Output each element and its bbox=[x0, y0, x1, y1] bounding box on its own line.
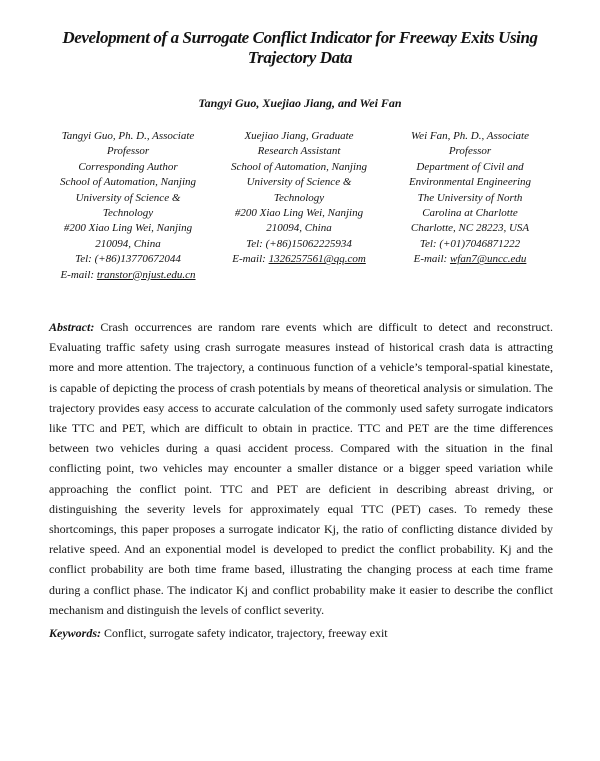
affiliation-line: Professor bbox=[448, 145, 492, 158]
keywords-label: Keywords: bbox=[49, 626, 101, 640]
affiliation-line: Professor bbox=[106, 145, 150, 158]
abstract-label: Abstract: bbox=[49, 320, 95, 334]
abstract bbox=[49, 317, 553, 620]
keywords-text: Conflict, surrogate safety indicator, trajectory, freeway exit bbox=[104, 626, 388, 640]
affiliation-line: Tel: (+86)13770672044 bbox=[75, 253, 181, 266]
affiliation-line: School of Automation, Nanjing bbox=[230, 160, 368, 173]
email-label: E-mail: bbox=[60, 268, 95, 281]
affiliation-guo bbox=[42, 129, 214, 283]
email-link[interactable]: 1326257561@qq.com bbox=[268, 253, 366, 266]
affiliation-line: Wei Fan, Ph. D., Associate bbox=[411, 130, 529, 142]
affiliation-line: Department of Civil and bbox=[416, 160, 524, 173]
affiliation-jiang bbox=[216, 129, 382, 268]
affiliation-line: 210094, China bbox=[95, 237, 161, 250]
affiliation-line: University of Science & bbox=[246, 176, 352, 189]
keywords bbox=[49, 625, 553, 641]
affiliation-line: Research Assistant bbox=[257, 145, 341, 158]
affiliation-fan bbox=[384, 129, 556, 268]
affiliation-line: Environmental Engineering bbox=[408, 176, 532, 189]
affiliation-line: Tel: (+01)7046871222 bbox=[419, 237, 521, 250]
email-label: E-mail: bbox=[413, 253, 448, 266]
title-line-1: Development of a Surrogate Conflict Indicator for Freeway Exits Using bbox=[62, 28, 538, 47]
affiliation-line: The University of North bbox=[417, 191, 523, 204]
affiliation-line: School of Automation, Nanjing bbox=[59, 176, 197, 189]
affiliation-line: Carolina at Charlotte bbox=[422, 207, 518, 220]
affiliation-line: Charlotte, NC 28223, USA bbox=[410, 222, 530, 235]
email-line bbox=[216, 252, 382, 267]
affiliation-line: #200 Xiao Ling Wei, Nanjing bbox=[63, 222, 193, 235]
title-line-2: Trajectory Data bbox=[247, 48, 353, 67]
affiliation-line: Tel: (+86)15062225934 bbox=[246, 237, 352, 250]
affiliation-line: Tangyi Guo, Ph. D., Associate bbox=[61, 130, 195, 142]
affiliation-line: 210094, China bbox=[266, 222, 332, 235]
email-link[interactable]: transtor@njust.edu.cn bbox=[96, 268, 196, 281]
author-byline: Tangyi Guo, Xuejiao Jiang, and Wei Fan bbox=[198, 96, 402, 110]
email-line bbox=[384, 252, 556, 267]
email-line bbox=[42, 268, 214, 283]
affiliation-line: Xuejiao Jiang, Graduate bbox=[244, 130, 354, 142]
email-label: E-mail: bbox=[232, 253, 266, 266]
affiliation-line: Corresponding Author bbox=[78, 160, 178, 173]
abstract-text: Crash occurrences are random rare events which are difficult to detect and reconstruct. Evaluating traffic safety using crash surrogate measures instead of historical crash data is attracting more and more attention. The trajectory, a continuous function of a vehicle’s temporal-spatial kinestate, is capable of depicting the process of crash potentials by means of theoretical analysis or simulation. The trajectory provides easy access to accurate calculation of the commonly used safety surrogate indicators like TTC and PET, which are difficult to obtain in practice. TTC and PET are the time differences between two vehicles during a quasi accident process. Compared with the situation in the final conflicting point, two vehicles may encounter a smaller distance or a bigger speed variation while approaching the conflict point. TTC and PET are deficient in describing abreast driving, or distinguishing the severity levels for approximately equal TTC (PET) cases. To remedy these shortcomings, this paper proposes a surrogate indicator Kj, the ratio of conflicting distance divided by relative speed. And an exponential model is developed to predict the conflict probability. Kj and the conflict probability are both time frame based, illustrating the changing process at each time frame during a conflict phase. The indicator Kj and conflict probability make it easier to describe the conflict mechanism and distinguish the levels of conflict severity. bbox=[49, 320, 554, 617]
affiliation-line: #200 Xiao Ling Wei, Nanjing bbox=[234, 207, 364, 220]
paper-title bbox=[40, 28, 560, 68]
affiliation-line: Technology bbox=[102, 207, 154, 220]
affiliation-line: University of Science & bbox=[75, 191, 181, 204]
affiliation-line: Technology bbox=[273, 191, 325, 204]
email-link[interactable]: wfan7@uncc.edu bbox=[449, 253, 527, 266]
